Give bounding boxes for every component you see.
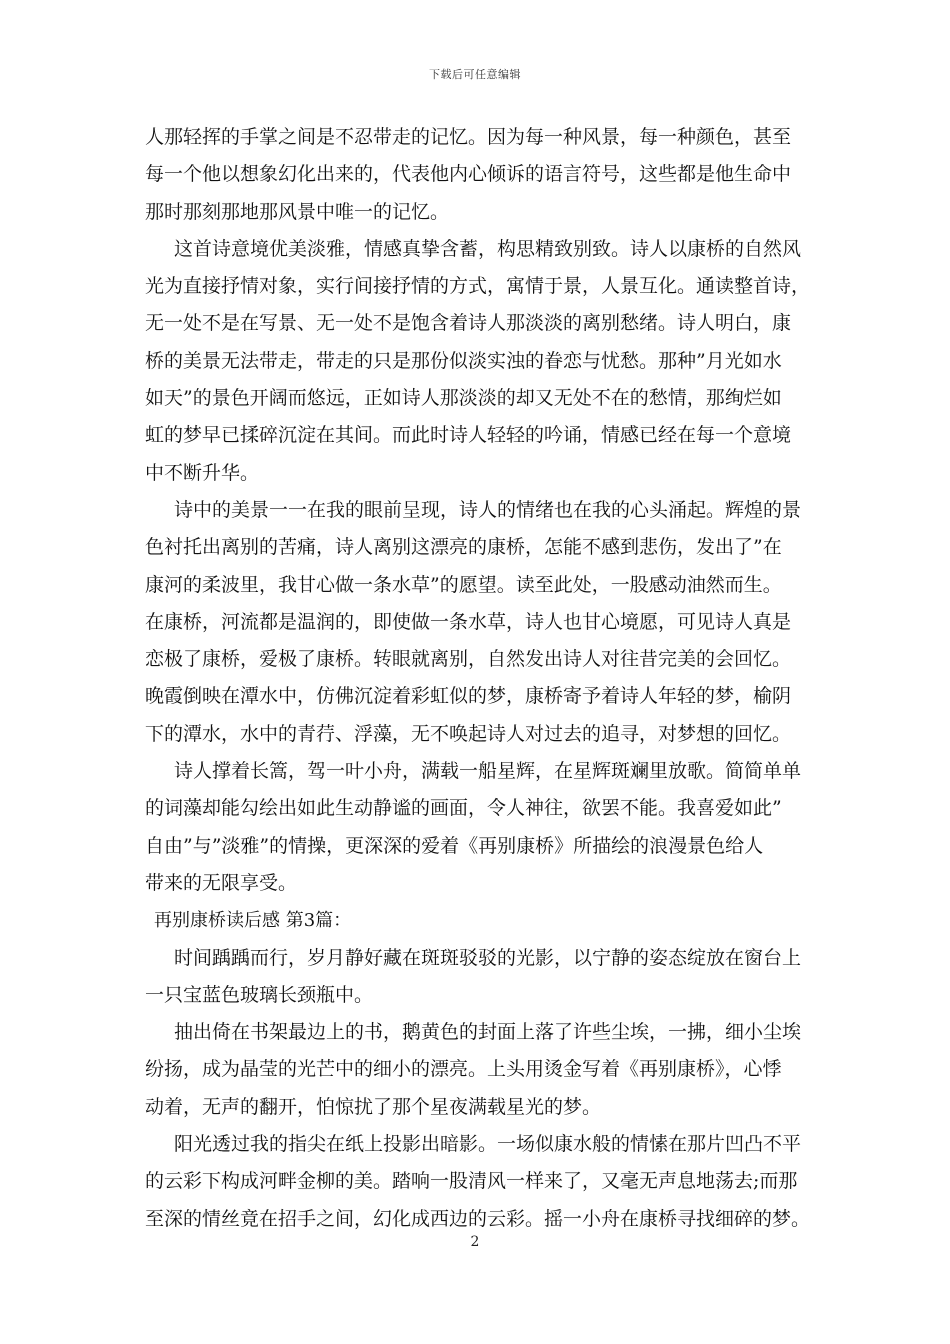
- text-line: 的云彩下构成河畔金柳的美。踏响一股清风一样来了，又毫无声息地荡去;而那: [145, 1170, 798, 1193]
- text-line: 桥的美景无法带走，带走的只是那份似淡实浊的眷恋与忧愁。那种”月光如水: [145, 349, 782, 372]
- paragraph-first-line: 诗中的美景一一在我的眼前呈现，诗人的情绪也在我的心头涌起。辉煌的景: [174, 498, 802, 521]
- text-line: 中不断升华。: [145, 461, 260, 484]
- page-number: 2: [470, 1234, 480, 1250]
- text-line: 如天”的景色开阔而悠远，正如诗人那淡淡的却又无处不在的愁情，那绚烂如: [145, 387, 782, 410]
- text-line: 那时那刻那地那风景中唯一的记忆。: [145, 200, 450, 223]
- document-body: [145, 119, 821, 1238]
- text-line: 晚霞倒映在潭水中，仿佛沉淀着彩虹似的梦，康桥寄予着诗人年轻的梦，榆阴: [145, 685, 792, 708]
- text-line: 至深的情丝竟在招手之间，幻化成西边的云彩。摇一小舟在康桥寻找细碎的梦。: [145, 1207, 811, 1230]
- text-line: 虹的梦早已揉碎沉淀在其间。而此时诗人轻轻的吟诵，情感已经在每一个意境: [145, 424, 792, 447]
- paragraph-first-line: 抽出倚在书架最边上的书，鹅黄色的封面上落了许些尘埃，一拂，细小尘埃: [174, 1021, 802, 1044]
- text-line: 色衬托出离别的苦痛，诗人离别这漂亮的康桥，怎能不感到悲伤，发出了”在: [145, 536, 782, 559]
- text-line: 自由”与”淡雅”的情操，更深深的爱着《再别康桥》所描绘的浪漫景色给人: [145, 834, 764, 857]
- text-line: 动着，无声的翻开，怕惊扰了那个星夜满载星光的梦。: [145, 1095, 602, 1118]
- page-header: 下载后可任意编辑: [429, 68, 521, 81]
- text-line: 下的潭水，水中的青荇、浮藻，无不唤起诗人对过去的追寻，对梦想的回忆。: [145, 722, 792, 745]
- section-heading: 再别康桥读后感 第3篇：: [154, 910, 352, 932]
- text-line: 人那轻挥的手掌之间是不忍带走的记忆。因为每一种风景，每一种颜色，甚至: [145, 126, 792, 148]
- text-line: 纷扬，成为晶莹的光芒中的细小的漂亮。上头用烫金写着《再别康桥》，心悸: [145, 1058, 782, 1081]
- text-line: 无一处不是在写景、无一处不是饱含着诗人那淡淡的离别愁绪。诗人明白，康: [145, 312, 792, 335]
- text-line: 带来的无限享受。: [145, 871, 298, 894]
- text-line: 一只宝蓝色玻璃长颈瓶中。: [145, 983, 374, 1006]
- paragraph-first-line: 这首诗意境优美淡雅，情感真挚含蓄，构思精致别致。诗人以康桥的自然风: [174, 237, 802, 260]
- text-line: 的词藻却能勾绘出如此生动静谧的画面，令人神往，欲罢不能。我喜爱如此”: [145, 797, 782, 820]
- text-line: 恋极了康桥，爱极了康桥。转眼就离别，自然发出诗人对往昔完美的会回忆。: [145, 648, 792, 671]
- paragraph-first-line: 诗人撑着长篙，驾一叶小舟，满载一船星辉，在星辉斑斓里放歌。简简单单: [174, 760, 802, 783]
- text-line: 光为直接抒情对象，实行间接抒情的方式，寓情于景，人景互化。通读整首诗，: [145, 275, 811, 298]
- text-line: 在康桥，河流都是温润的，即使做一条水草，诗人也甘心境愿，可见诗人真是: [145, 610, 792, 633]
- text-line: 每一个他以想象幻化出来的，代表他内心倾诉的语言符号，这些都是他生命中: [145, 163, 792, 186]
- paragraph-first-line: 时间踽踽而行，岁月静好藏在斑斑驳驳的光影，以宁静的姿态绽放在窗台上: [174, 946, 802, 969]
- text-line: 康河的柔波里，我甘心做一条水草”的愿望。读至此处，一股感动油然而生。: [145, 573, 782, 596]
- paragraph-first-line: 阳光透过我的指尖在纸上投影出暗影。一场似康水般的情愫在那片凹凸不平: [174, 1133, 802, 1156]
